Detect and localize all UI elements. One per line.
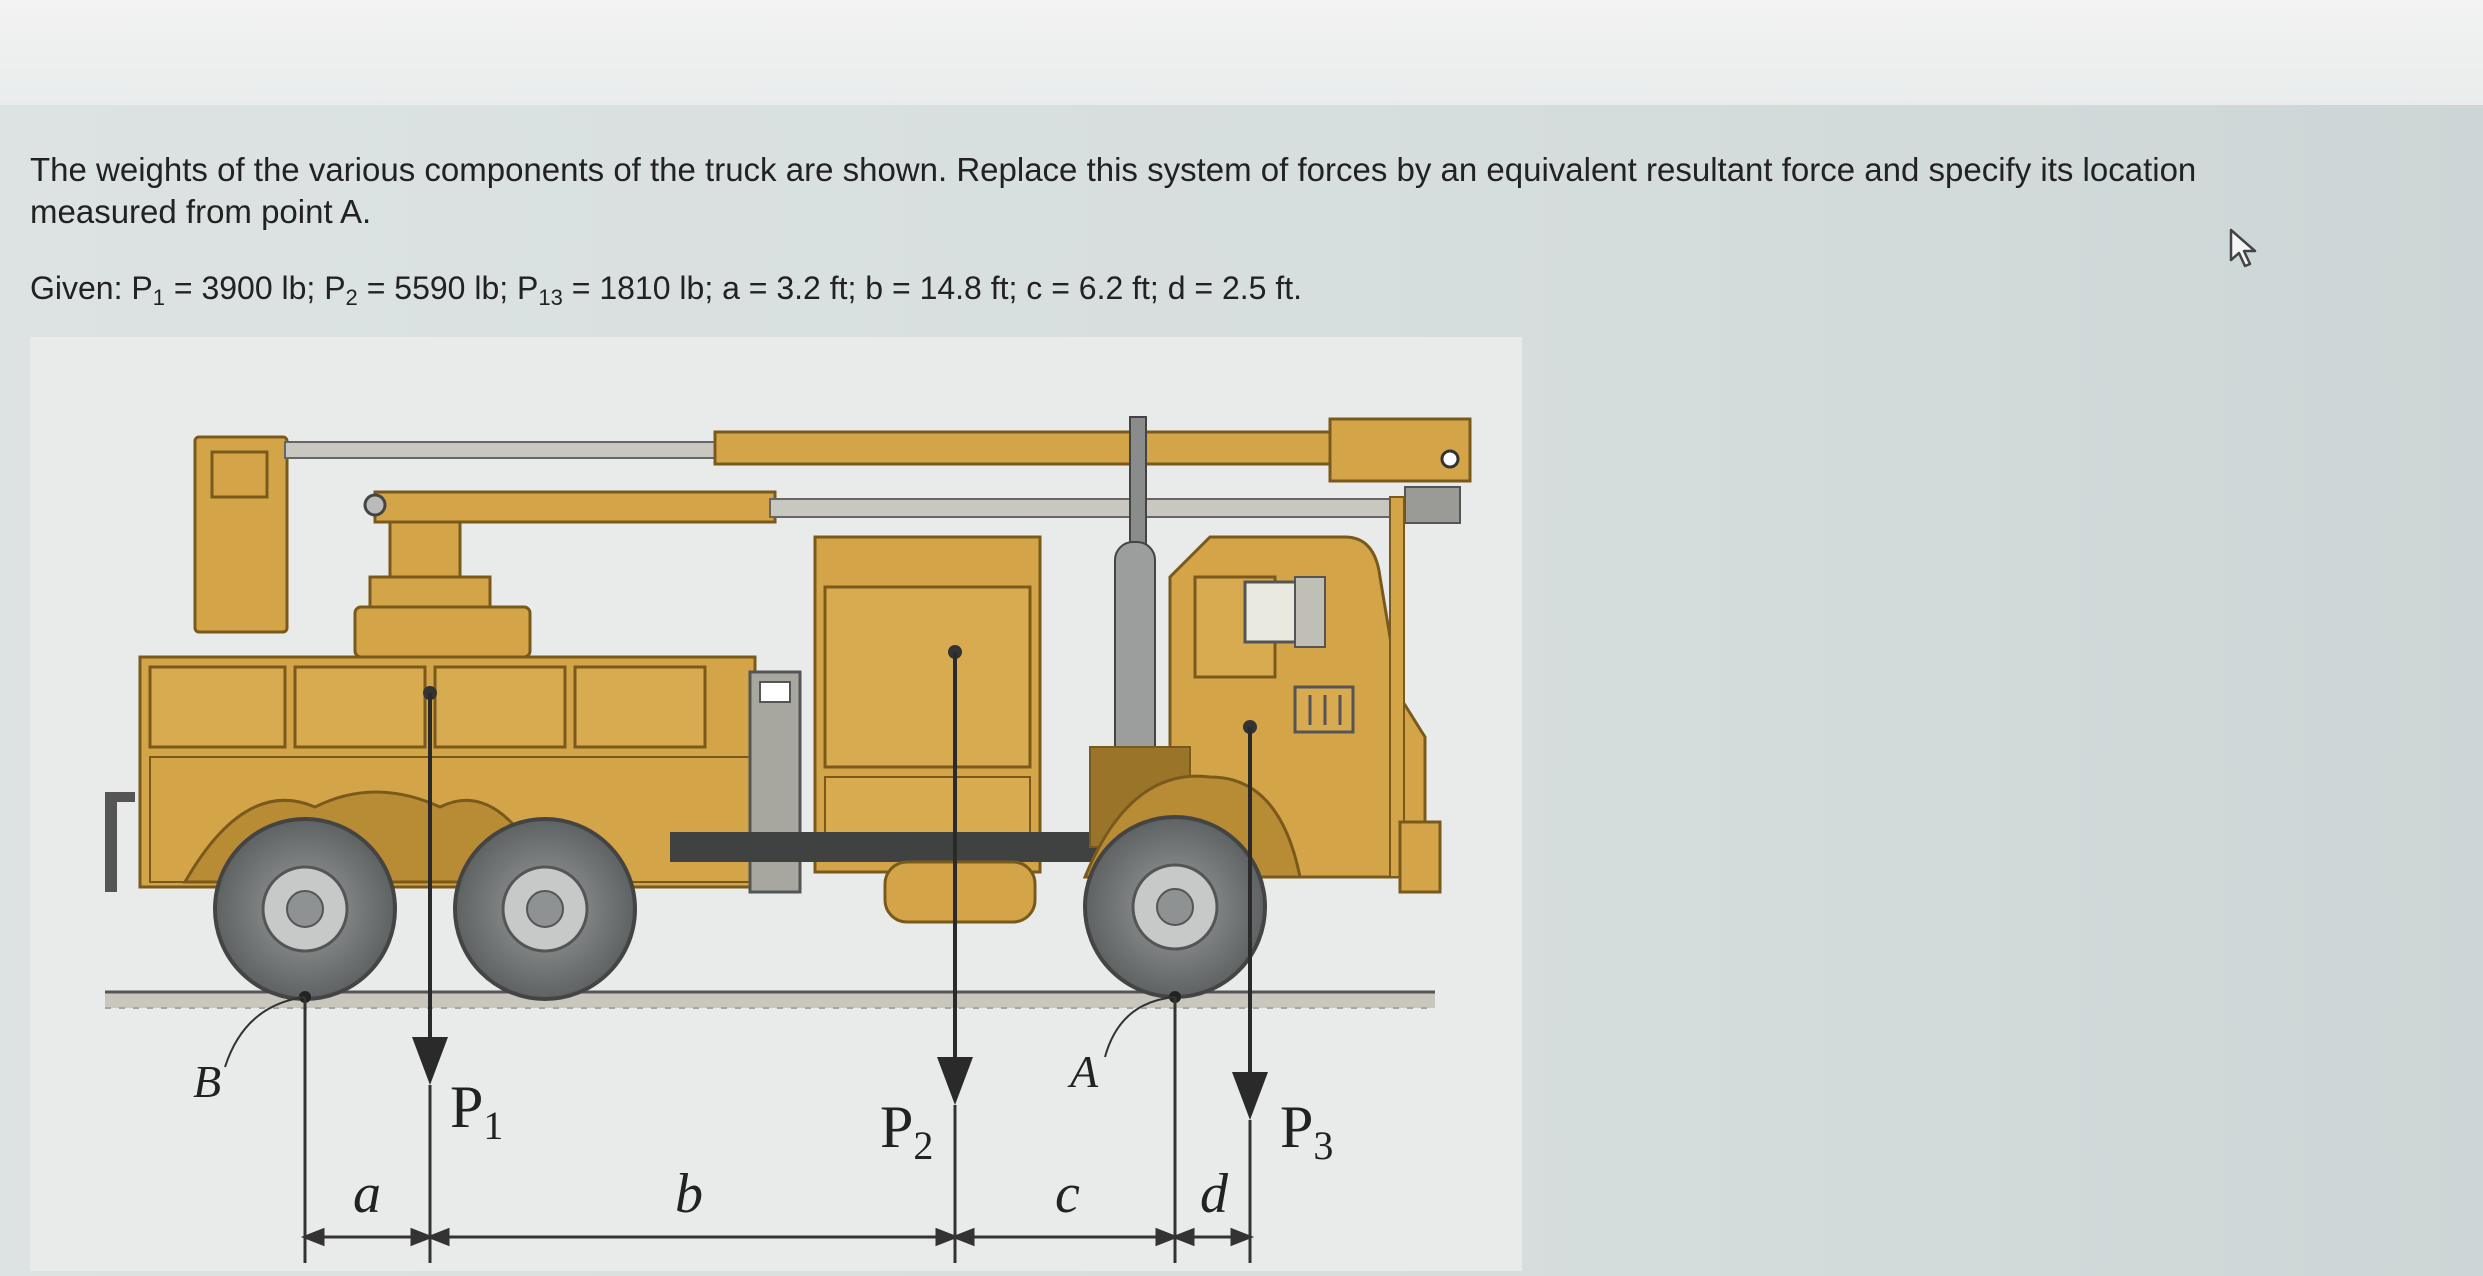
dimension-values: a = 3.2 ft; b = 14.8 ft; c = 6.2 ft; d = 2.5 ft. [722, 270, 1303, 306]
dim-label-b: b [675, 1163, 703, 1225]
p3-subscript: 13 [538, 285, 563, 310]
problem-statement-line2: measured from point A. [30, 193, 372, 230]
dim-label-d: d [1200, 1163, 1228, 1225]
given-values [30, 263, 1302, 323]
dim-label-c: c [1055, 1163, 1080, 1225]
force-label-p1: $P_1$ [450, 1074, 504, 1148]
dim-label-a: a [353, 1163, 381, 1225]
force-label-p2: $P_2$ [880, 1094, 934, 1168]
given-prefix: Given: [30, 270, 132, 306]
p3-symbol: P [517, 270, 539, 306]
top-band [0, 0, 2483, 110]
rear-tire-2 [455, 819, 635, 999]
mouse-pointer-icon [2228, 228, 2262, 268]
p2-subscript: 2 [345, 285, 358, 310]
truck-figure [30, 337, 1522, 1271]
p2-value: = 5590 lb; [357, 270, 518, 306]
p1-symbol: P [131, 270, 153, 306]
p2-symbol: P [324, 270, 346, 306]
front-tire [1085, 817, 1265, 997]
p1-subscript: 1 [152, 285, 165, 310]
problem-statement-line1: The weights of the various components of the truck are shown. Replace this system of forces by an equivalent resultant force and specify its location [30, 151, 2197, 188]
point-b-label: B [193, 1056, 222, 1107]
p3-value: = 1810 lb; [562, 270, 723, 306]
force-label-p3: $P_3$ [1280, 1094, 1334, 1168]
point-a-label: A [1070, 1046, 1099, 1097]
rear-tire-1 [215, 819, 395, 999]
p1-value: = 3900 lb; [164, 270, 325, 306]
